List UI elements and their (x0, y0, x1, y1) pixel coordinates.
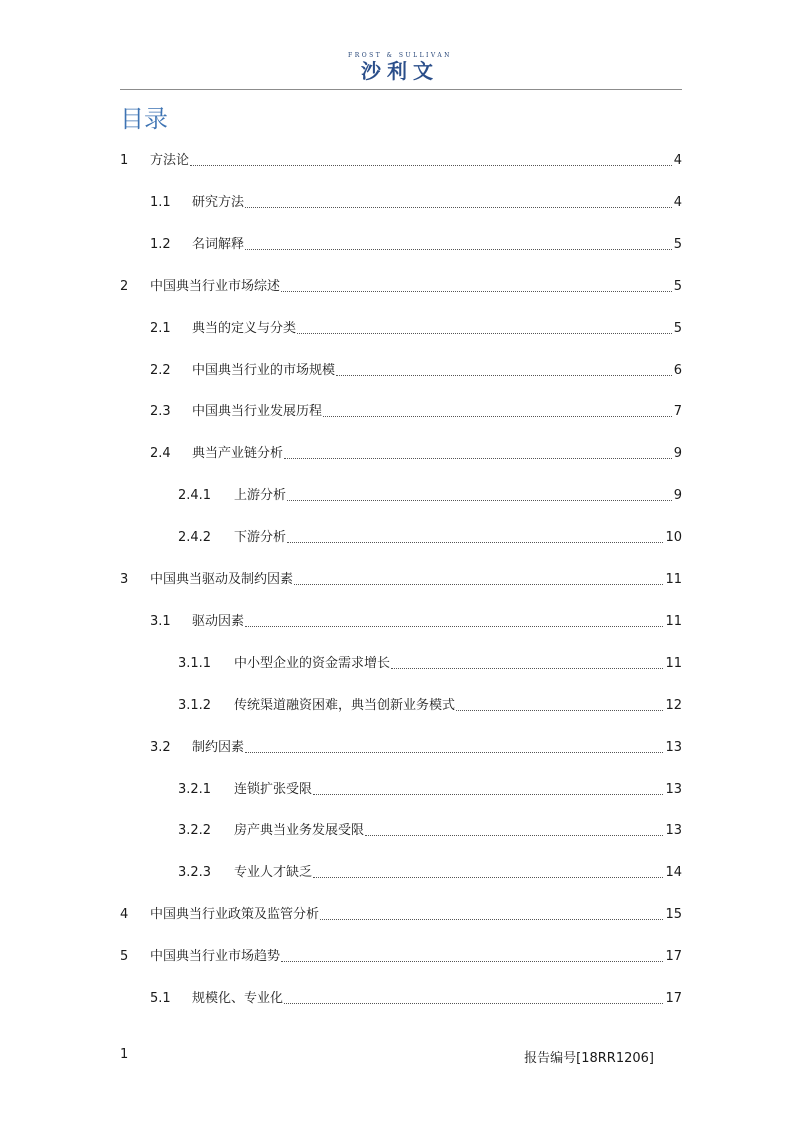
toc-entry-label: 名词解释 (192, 236, 245, 252)
toc-leader-dots (281, 291, 672, 292)
toc-entry[interactable] (120, 569, 682, 589)
toc-leader-dots (287, 500, 672, 501)
toc-leader-dots (336, 375, 672, 376)
logo-english-text: FROST & SULLIVAN (348, 52, 452, 59)
toc-entry-number: 3.1.1 (178, 655, 212, 671)
toc-entry-number: 1.1 (150, 194, 171, 210)
toc-entry-number: 3.2.3 (178, 865, 212, 881)
toc-entry-page: 15 (665, 907, 682, 923)
toc-leader-dots (190, 165, 672, 166)
toc-leader-dots (313, 794, 663, 795)
toc-leader-dots (365, 835, 663, 836)
toc-entry-label: 中国典当行业市场趋势 (150, 949, 281, 965)
toc-entry[interactable] (150, 988, 682, 1008)
toc-entry[interactable] (120, 946, 682, 966)
toc-entry-page: 5 (673, 278, 682, 294)
toc-entry[interactable] (120, 276, 682, 296)
toc-entry-number: 2.4 (150, 446, 171, 462)
toc-entry-number: 1.2 (150, 236, 171, 252)
toc-entry-page: 4 (673, 153, 682, 168)
toc-entry[interactable] (150, 234, 682, 254)
toc-entry[interactable] (150, 360, 682, 380)
toc-entry-page: 14 (665, 865, 682, 881)
toc-entry[interactable] (178, 485, 682, 505)
toc-entry-page: 9 (673, 446, 682, 462)
toc-entry-label: 中国典当行业发展历程 (192, 404, 323, 420)
toc-entry-page: 17 (665, 949, 682, 965)
toc-entry-label: 驱动因素 (192, 613, 245, 629)
toc-entry-label: 典当产业链分析 (192, 446, 284, 462)
toc-entry-number: 3.2.2 (178, 823, 212, 839)
toc-entry-label: 制约因素 (192, 739, 245, 755)
toc-entry[interactable] (178, 779, 682, 799)
toc-entry-page: 6 (673, 362, 682, 378)
toc-entry-page: 13 (665, 781, 682, 797)
toc-entry-label: 中国典当驱动及制约因素 (150, 572, 294, 587)
toc-leader-dots (294, 584, 663, 585)
toc-leader-dots (284, 1003, 663, 1004)
toc-entry-number: 2.1 (150, 320, 171, 336)
logo-chinese-text: 沙利文 (361, 59, 439, 83)
toc-leader-dots (245, 626, 663, 627)
toc-entry-number: 2.2 (150, 362, 171, 378)
toc-entry-number: 3.2 (150, 739, 171, 755)
toc-leader-dots (313, 877, 663, 878)
toc-entry-page: 7 (673, 404, 682, 420)
toc-entry-label: 中国典当行业的市场规模 (192, 362, 336, 378)
toc-entry[interactable] (150, 737, 682, 757)
footer-page-number: 1 (120, 1047, 129, 1062)
toc-entry-page: 9 (673, 488, 682, 504)
toc-entry[interactable] (178, 695, 682, 715)
toc-entry[interactable] (150, 401, 682, 421)
toc-entry[interactable] (150, 192, 682, 212)
toc-entry-page: 11 (665, 572, 682, 587)
toc-entry[interactable] (178, 862, 682, 882)
toc-entry[interactable] (120, 904, 682, 924)
toc-leader-dots (323, 416, 672, 417)
toc-entry-number: 2.4.2 (178, 530, 212, 546)
toc-leader-dots (320, 919, 663, 920)
toc-entry-page: 10 (665, 530, 682, 546)
toc-entry-label: 传统渠道融资困难，典当创新业务模式 (234, 697, 456, 713)
toc-leader-dots (391, 668, 663, 669)
toc-leader-dots (245, 207, 672, 208)
toc-entry-number: 4 (120, 907, 129, 923)
toc-entry-number: 2 (120, 278, 129, 294)
toc-entry-page: 17 (665, 991, 682, 1006)
toc-leader-dots (284, 458, 672, 459)
toc-leader-dots (297, 333, 672, 334)
toc-entry-label: 连锁扩张受限 (234, 781, 313, 797)
toc-entry-page: 13 (665, 823, 682, 839)
toc-entry-number: 1 (120, 153, 129, 168)
toc-entry-label: 专业人才缺乏 (234, 865, 313, 881)
toc-entry[interactable] (178, 527, 682, 547)
toc-entry[interactable] (120, 150, 682, 170)
toc-entry-number: 3.1.2 (178, 697, 212, 713)
toc-entry[interactable] (178, 820, 682, 840)
toc-entry-label: 方法论 (150, 153, 190, 168)
toc-entry-page: 13 (665, 739, 682, 755)
toc-leader-dots (245, 752, 663, 753)
toc-entry-number: 2.4.1 (178, 488, 212, 504)
toc-entry-label: 上游分析 (234, 488, 287, 504)
toc-entry-number: 3.1 (150, 613, 171, 629)
toc-entry-label: 中国典当行业政策及监管分析 (150, 907, 320, 923)
toc-entry-number: 2.3 (150, 404, 171, 420)
toc-entry-page: 4 (673, 194, 682, 210)
toc-entry-page: 11 (665, 655, 682, 671)
toc-entry-page: 5 (673, 236, 682, 252)
toc-title: 目录 (120, 105, 168, 133)
toc-entry-number: 3.2.1 (178, 781, 212, 797)
toc-entry[interactable] (150, 611, 682, 631)
toc-leader-dots (456, 710, 663, 711)
toc-entry-label: 中国典当行业市场综述 (150, 278, 281, 294)
toc-entry-label: 规模化、专业化 (192, 991, 284, 1006)
toc-entry-page: 5 (673, 320, 682, 336)
toc-entry-page: 11 (665, 613, 682, 629)
toc-leader-dots (287, 542, 663, 543)
toc-leader-dots (281, 961, 663, 962)
toc-entry-label: 下游分析 (234, 530, 287, 546)
footer-report-id: 报告编号[18RR1206] (524, 1051, 654, 1066)
toc-entry-number: 3 (120, 572, 129, 587)
toc-entry[interactable] (150, 318, 682, 338)
toc-entry-label: 中小型企业的资金需求增长 (234, 655, 391, 671)
toc-entry[interactable] (150, 443, 682, 463)
toc-entry-page: 12 (665, 697, 682, 713)
toc-leader-dots (245, 249, 672, 250)
toc-entry[interactable] (178, 653, 682, 673)
toc-entry-label: 研究方法 (192, 194, 245, 210)
toc-entry-number: 5 (120, 949, 129, 965)
toc-entry-number: 5.1 (150, 991, 171, 1006)
toc-entry-label: 典当的定义与分类 (192, 320, 297, 336)
toc-entry-label: 房产典当业务发展受限 (234, 823, 365, 839)
